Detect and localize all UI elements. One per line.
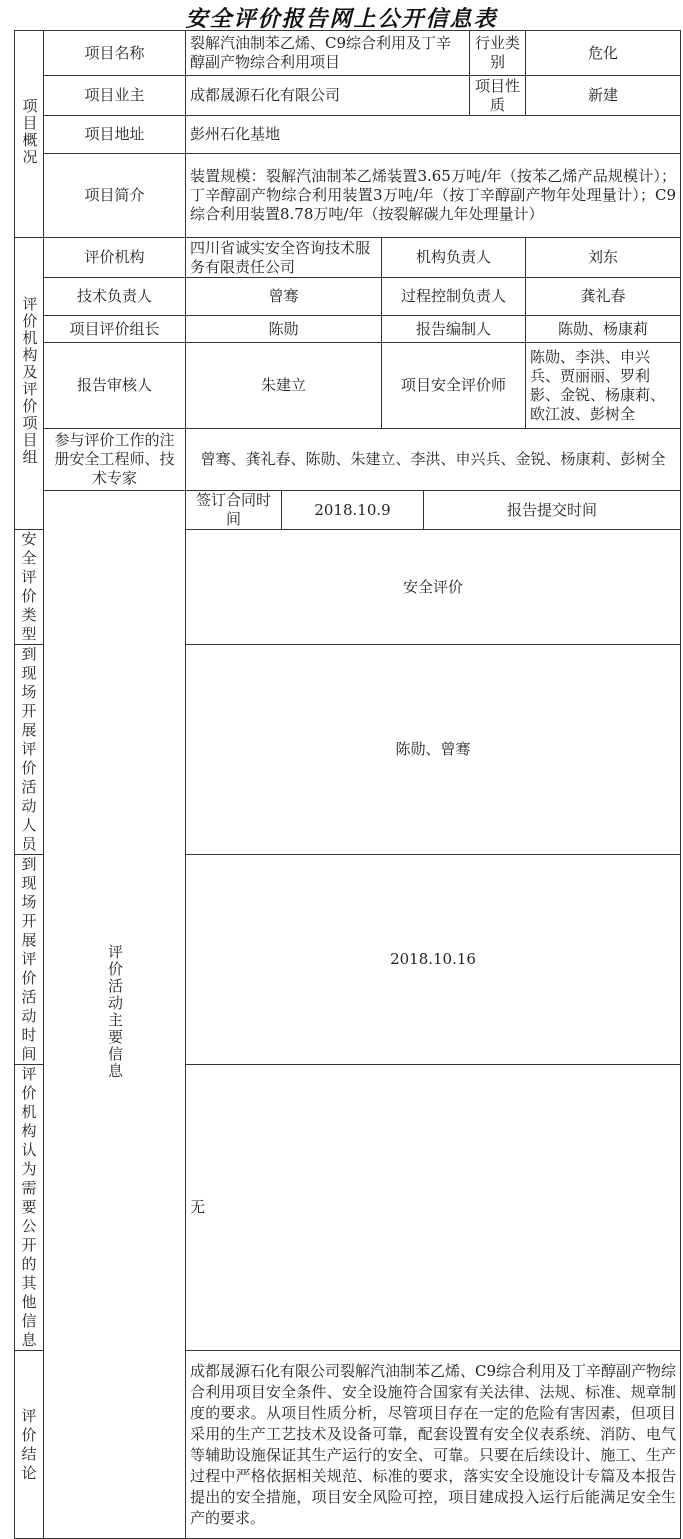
leader-label: 项目评价组长 (44, 316, 186, 343)
industry-value: 危化 (526, 31, 681, 76)
section-overview: 项目概况 (15, 31, 44, 238)
contract-time-value: 2018.10.9 (282, 491, 424, 530)
org-head-value: 刘东 (526, 238, 681, 278)
tech-head-label: 技术负责人 (44, 278, 186, 316)
site-people-value: 陈勋、曾骞 (186, 645, 681, 855)
compiler-value: 陈勋、杨康莉 (526, 316, 681, 343)
org-label: 评价机构 (44, 238, 186, 278)
address-value: 彭州石化基地 (186, 116, 681, 154)
owner-label: 项目业主 (44, 76, 186, 116)
site-time-value: 2018.10.16 (186, 855, 681, 1065)
nature-value: 新建 (526, 76, 681, 116)
engineers-label: 参与评价工作的注册安全工程师、技术专家 (44, 429, 186, 491)
submit-time-label: 报告提交时间 (424, 491, 681, 530)
conclusion-label: 评价结论 (15, 1351, 44, 1539)
compiler-label: 报告编制人 (382, 316, 526, 343)
evaluators-label: 项目安全评价师 (382, 343, 526, 429)
contract-time-label: 签订合同时间 (186, 491, 282, 530)
site-people-label: 到现场开展评价活动人员 (15, 645, 44, 855)
org-head-label: 机构负责人 (382, 238, 526, 278)
eval-type-label: 安全评价类型 (15, 530, 44, 645)
page-title: 安全评价报告网上公开信息表 (185, 6, 498, 32)
tech-head-value: 曾骞 (186, 278, 382, 316)
reviewer-label: 报告审核人 (44, 343, 186, 429)
org-value: 四川省诚实安全咨询技术服务有限责任公司 (186, 238, 382, 278)
industry-label: 行业类别 (470, 31, 526, 76)
owner-value: 成都晟源石化有限公司 (186, 76, 470, 116)
leader-value: 陈勋 (186, 316, 382, 343)
intro-label: 项目简介 (44, 154, 186, 238)
site-time-label: 到现场开展评价活动时间 (15, 855, 44, 1065)
reviewer-value: 朱建立 (186, 343, 382, 429)
info-table (14, 30, 681, 1539)
process-head-value: 龚礼春 (526, 278, 681, 316)
evaluators-value: 陈勋、李洪、申兴兵、贾丽丽、罗利影、金锐、杨康莉、欧江波、彭树全 (526, 343, 681, 429)
conclusion-value: 成都晟源石化有限公司裂解汽油制苯乙烯、C9综合利用及丁辛醇副产物综合利用项目安全条件、安全设施符合国家有关法律、法规、标准、规章制度的要求。从项目性质分析，尽管项目存在一定的危险有害因素，但项目采用的生产工艺技术及设备可靠，配套设置有安全仪表系统、消防、电气等辅助设施保证其生产运行的安全、可靠。只要在后续设计、施工、生产过程中严格依据相关规范、标准的要求，落实安全设施设计专篇及本报告提出的安全措施，项目安全风险可控，项目建成投入运行后能满足安全生产的要求。 (186, 1351, 681, 1539)
eval-type-value: 安全评价 (186, 530, 681, 645)
other-info-label: 评价机构认为需要公开的其他信息 (15, 1065, 44, 1351)
nature-label: 项目性质 (470, 76, 526, 116)
other-info-value: 无 (186, 1065, 681, 1351)
section-activity: 评价活动主要信息 (44, 491, 186, 1539)
intro-value: 装置规模：裂解汽油制苯乙烯装置3.65万吨/年（按苯乙烯产品规模计）；丁辛醇副产物综合利用装置3万吨/年（按丁辛醇副产物年处理量计）；C9综合利用装置8.78万吨/年（按裂解碳九年处理量计） (186, 154, 681, 238)
process-head-label: 过程控制负责人 (382, 278, 526, 316)
address-label: 项目地址 (44, 116, 186, 154)
engineers-value: 曾骞、龚礼春、陈勋、朱建立、李洪、申兴兵、金锐、杨康莉、彭树全 (186, 429, 681, 491)
project-name-label: 项目名称 (44, 31, 186, 76)
project-name: 裂解汽油制苯乙烯、C9综合利用及丁辛醇副产物综合利用项目 (186, 31, 470, 76)
section-agency: 评价机构及评价项目组 (15, 238, 44, 530)
